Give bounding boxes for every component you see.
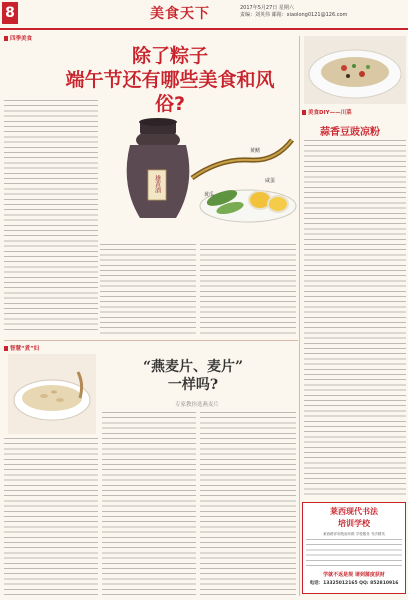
ad-title-1: 莱西现代书法 <box>330 507 378 516</box>
section-divider <box>4 340 298 341</box>
ad-body: 莱西路祥和苑南东路 学校服务 书法精英 <box>323 532 385 536</box>
egg-label: 咸蛋 <box>265 178 276 184</box>
article-text-column-1 <box>4 100 98 334</box>
oat-text-column-3 <box>200 412 296 596</box>
oat-text-column-1 <box>4 438 98 596</box>
calligraphy-school-ad <box>302 502 406 594</box>
ad-contact: 电话：13325012165 QQ: 852810916 <box>309 580 399 586</box>
section-tag-seasonal: 四季美食 <box>4 34 32 42</box>
section-tag-diy: 美食DIY——川菜 <box>302 108 352 116</box>
oat-text-column-2 <box>102 412 196 596</box>
oatmeal-bowl-photo <box>8 354 96 434</box>
recipe-text-column <box>304 140 406 496</box>
article-text-column-3 <box>200 244 296 334</box>
dragon-boat-food-illustration <box>100 100 300 240</box>
page-title: 美食天下 <box>150 6 210 22</box>
headline-line-2: 端午节还有哪些美食和风俗? <box>65 69 275 115</box>
headline-line-1: 除了粽子 <box>131 45 208 67</box>
editor-line: 责编：刘英伟 邮箱：xiaolong0121@126.com <box>240 12 348 18</box>
jar-label: 雄黄酒 <box>153 175 161 193</box>
section-tag-housewife: 智慧“煮”妇 <box>4 344 39 352</box>
column-divider <box>299 36 300 596</box>
noodle-dish-photo <box>304 36 406 104</box>
eel-label: 黄鳝 <box>250 148 261 154</box>
headline-bottom-line-1: “燕麦片、麦片” <box>142 359 244 375</box>
bottom-byline: 专家教你选燕麦片 <box>175 402 220 408</box>
page-meta <box>240 5 347 19</box>
cucumber-label: 黄瓜 <box>204 192 215 198</box>
ad-body-lines <box>306 539 402 569</box>
headline-bottom-line-2: 一样吗? <box>167 377 219 393</box>
article-text-column-2 <box>100 244 196 334</box>
date-line: 2017年5月27日 星期六 <box>240 5 294 11</box>
headline-recipe: 蒜香豆豉凉粉 <box>320 127 380 138</box>
headline-bottom <box>88 358 298 394</box>
ad-slogan: 学就不返是规 请到蒲度获财 <box>323 571 385 578</box>
page-number: 8 <box>2 2 18 24</box>
ad-title-2: 培训学校 <box>338 519 370 528</box>
